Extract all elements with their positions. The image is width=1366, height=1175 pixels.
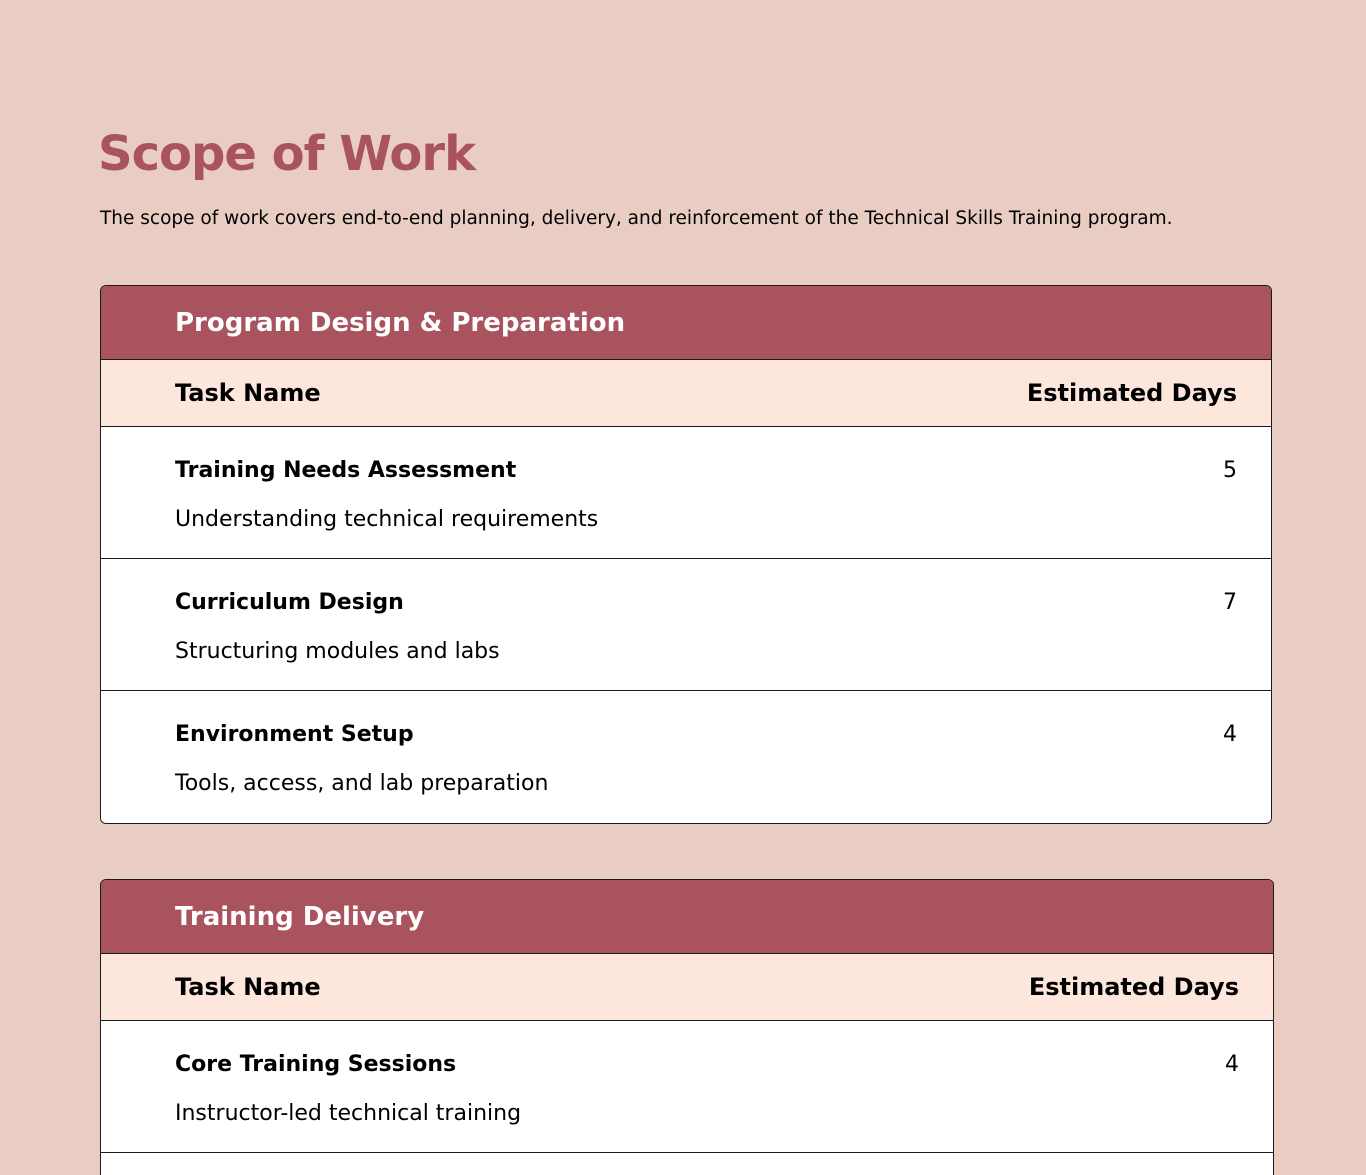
task-row — [101, 559, 1271, 691]
task-description: Tools, access, and lab preparation — [175, 771, 549, 796]
section-title: Training Delivery — [101, 880, 1273, 954]
task-row — [101, 427, 1271, 559]
task-description: Understanding technical requirements — [175, 507, 599, 532]
task-days: 4 — [1223, 722, 1237, 747]
task-name: Environment Setup — [175, 722, 414, 747]
intro-paragraph: The scope of work covers end-to-end planning, delivery, and reinforcement of the Technical Skills Training program. — [100, 208, 1173, 229]
column-header-task: Task Name — [175, 379, 321, 407]
task-row — [101, 1021, 1273, 1153]
column-header-row — [101, 954, 1273, 1021]
task-days: 4 — [1225, 1052, 1239, 1077]
task-days: 7 — [1223, 590, 1237, 615]
column-header-days: Estimated Days — [1028, 973, 1239, 1001]
task-name: Training Needs Assessment — [175, 458, 517, 483]
task-name: Core Training Sessions — [175, 1052, 457, 1077]
section-program-design — [100, 285, 1272, 824]
column-header-task: Task Name — [175, 973, 321, 1001]
task-name: Curriculum Design — [175, 590, 404, 615]
section-training-delivery — [100, 879, 1274, 1175]
section-title: Program Design & Preparation — [101, 286, 1271, 360]
task-description: Structuring modules and labs — [175, 639, 500, 664]
page-title: Scope of Work — [98, 126, 475, 182]
task-description: Instructor-led technical training — [175, 1101, 522, 1126]
task-row — [101, 1153, 1273, 1175]
column-header-row — [101, 360, 1271, 427]
task-days: 5 — [1223, 458, 1237, 483]
task-row — [101, 691, 1271, 823]
column-header-days: Estimated Days — [1026, 379, 1237, 407]
